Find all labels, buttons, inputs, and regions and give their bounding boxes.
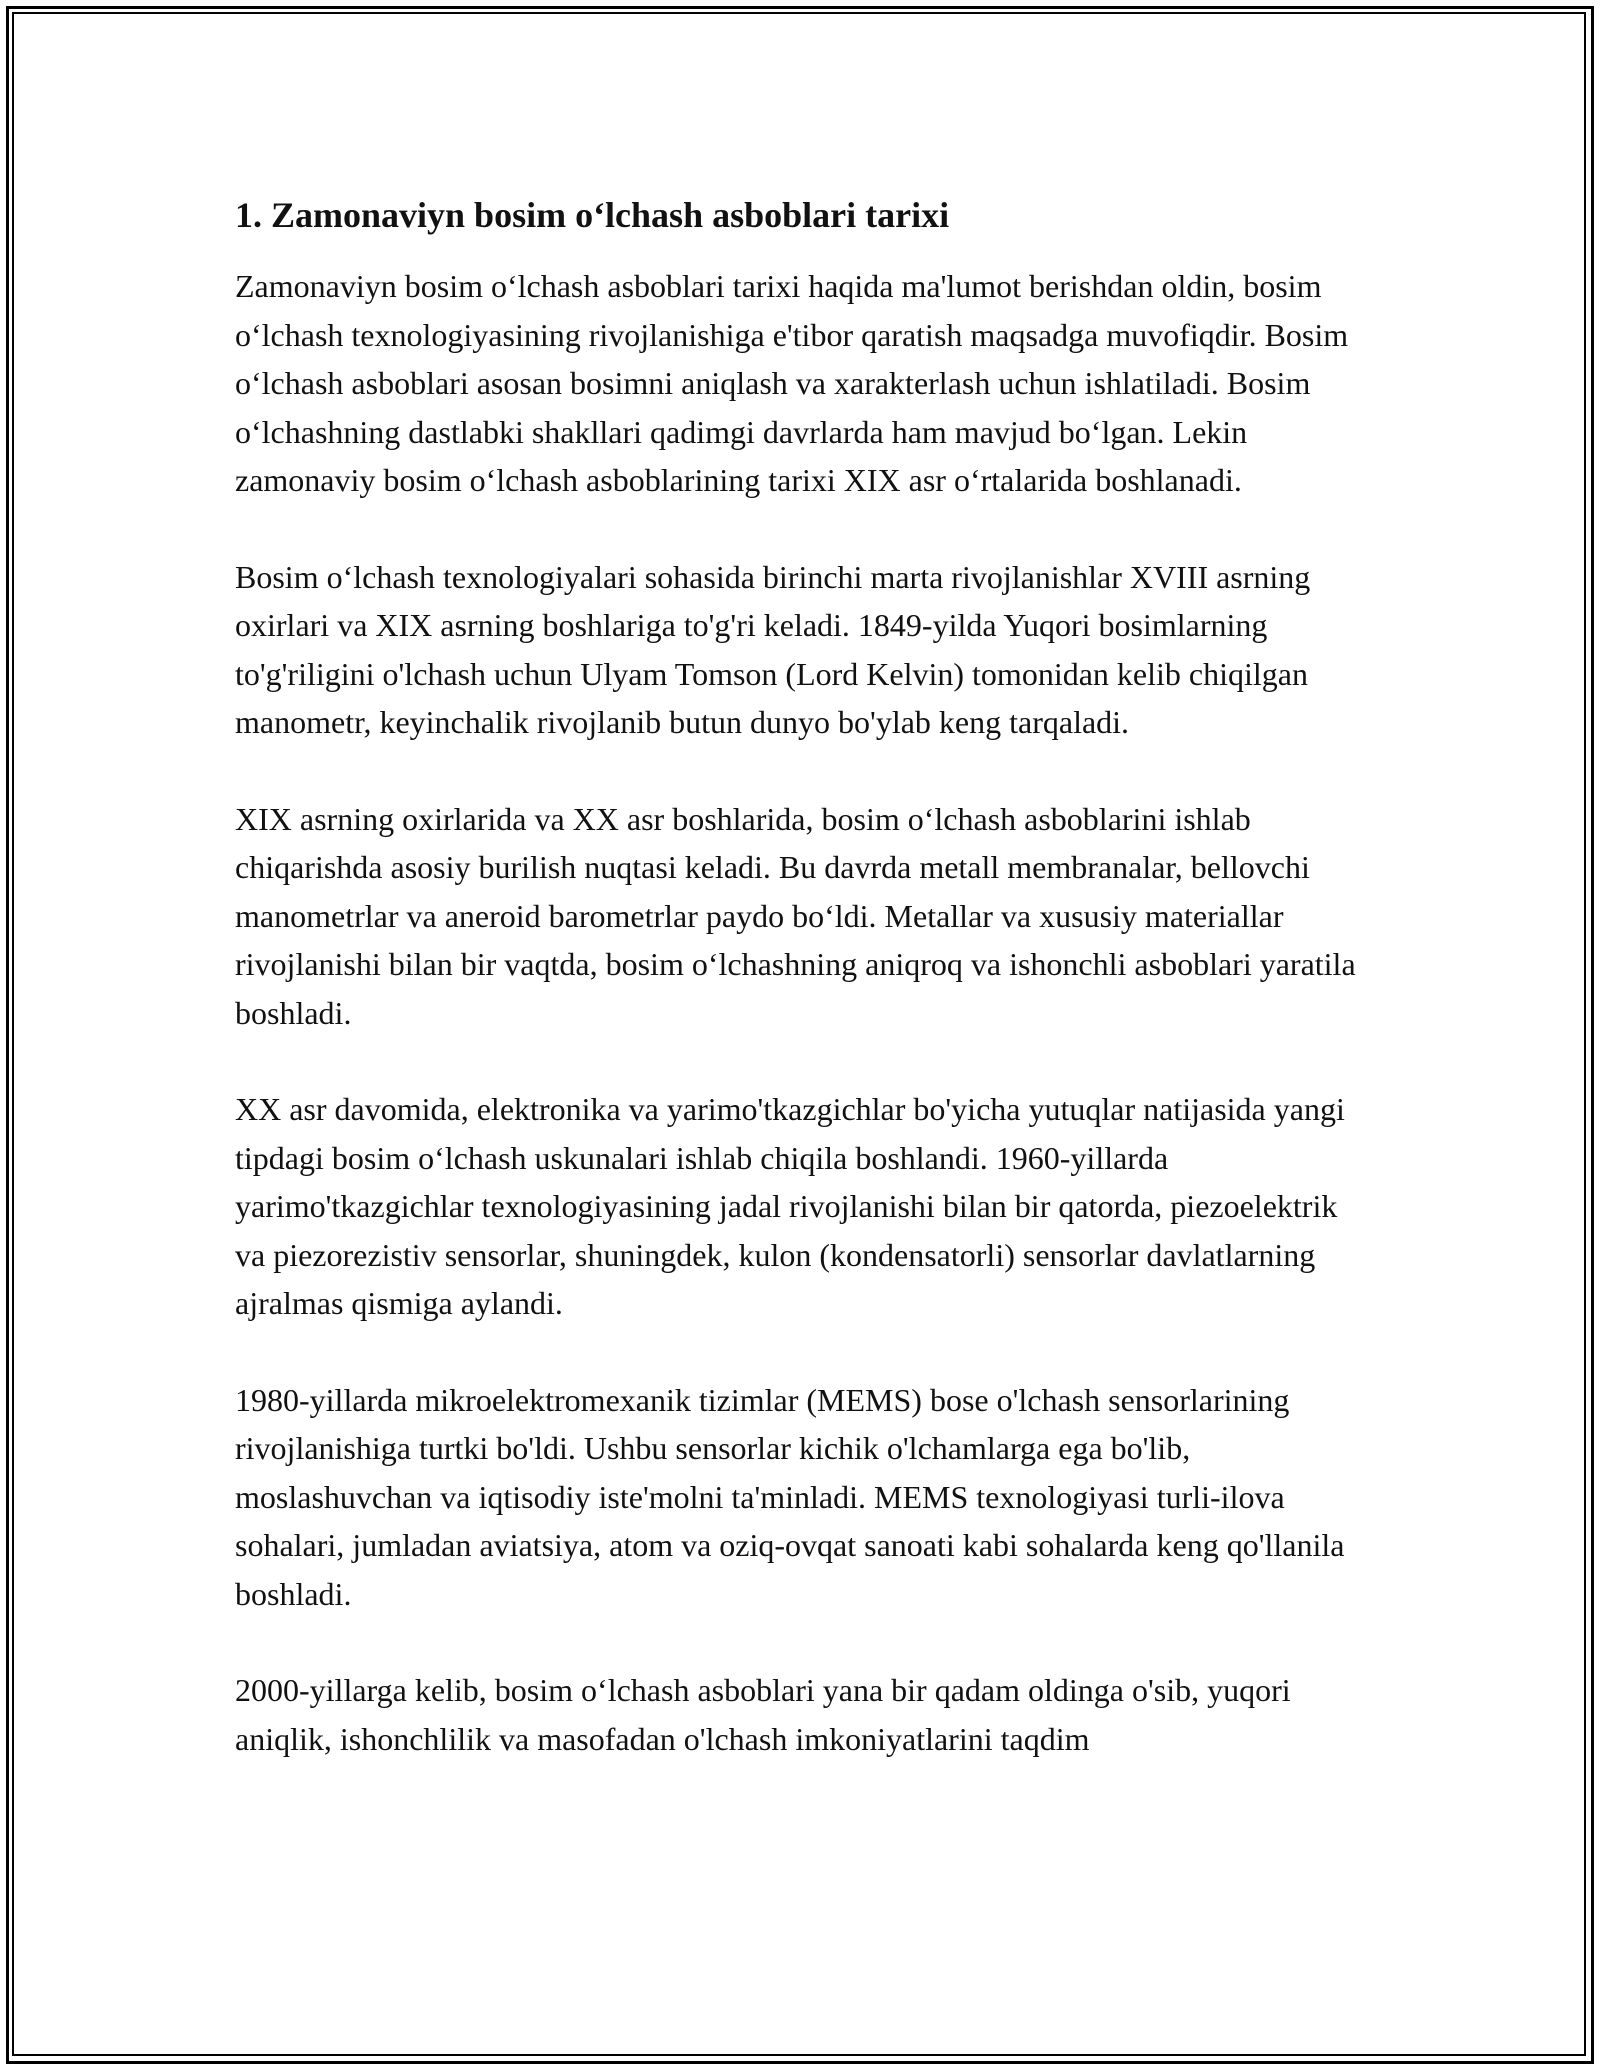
- paragraph-4: XX asr davomida, elektronika va yarimo'tkazgichlar bo'yicha yutuqlar natijasida yangi tipdagi bosim o‘lchash uskunalari ishlab chiqila boshlandi. 1960-yillarda yarimo'tkazgichlar texnologiyasining jadal rivojlanishi bilan bir qatorda, piezoelektrik va piezorezistiv sensorlar, shuningdek, kulon (kondensatorli) sensorlar davlatlarning ajralmas qismiga aylandi.: [235, 1091, 1345, 1321]
- paragraph-6: 2000-yillarga kelib, bosim o‘lchash asboblari yana bir qadam oldinga o'sib, yuqori aniqlik, ishonchlilik va masofadan o'lchash imkoniyatlarini taqdim: [235, 1672, 1291, 1757]
- paragraph-2: Bosim o‘lchash texnologiyalari sohasida birinchi marta rivojlanishlar XVIII asrning oxirlari va XIX asrning boshlariga to'g'ri keladi. 1849-yilda Yuqori bosimlarning to'g'riligini o'lchash uchun Ulyam Tomson (Lord Kelvin) tomonidan kelib chiqilgan manometr, keyinchalik rivojlanib butun dunyo bo'ylab keng tarqaladi.: [235, 558, 1311, 740]
- paragraph-3: XIX asrning oxirlarida va XX asr boshlarida, bosim o‘lchash asboblarini ishlab chiqarishda asosiy burilish nuqtasi keladi. Bu davrda metall membranalar, bellovchi manometrlar va aneroid barometrlar paydo bo‘ldi. Metallar va xususiy materiallar rivojlanishi bilan bir vaqtda, bosim o‘lchashning aniqroq va ishonchli asboblari yaratila boshladi.: [235, 800, 1356, 1031]
- paragraph-1: Zamonaviyn bosim o‘lchash asboblari tarixi haqida ma'lumot berishdan oldin, bosim o‘lchash texnologiyasining rivojlanishiga e'tibor qaratish maqsadga muvofiqdir. Bosim o‘lchash asboblari asosan bosimni aniqlash va xarakterlash uchun ishlatiladi. Bosim o‘lchashning dastlabki shakllari qadimgi davrlarda ham mavjud bo‘lgan. Lekin zamonaviy bosim o‘lchash asboblarining tarixi XIX asr o‘rtalarida boshlanadi.: [235, 268, 1349, 498]
- document-body: [235, 190, 1375, 1811]
- paragraph-5: 1980-yillarda mikroelektromexanik tizimlar (MEMS) bose o'lchash sensorlarining rivojlanishiga turtki bo'ldi. Ushbu sensorlar kichik o'lchamlarga ega bo'lib, moslashuvchan va iqtisodiy iste'molni ta'minladi. MEMS texnologiyasi turli-ilova sohalari, jumladan aviatsiya, atom va oziq-ovqat sanoati kabi sohalarda keng qo'llanila boshladi.: [235, 1381, 1345, 1612]
- section-heading: 1. Zamonaviyn bosim o‘lchash asboblari tarixi: [235, 195, 950, 235]
